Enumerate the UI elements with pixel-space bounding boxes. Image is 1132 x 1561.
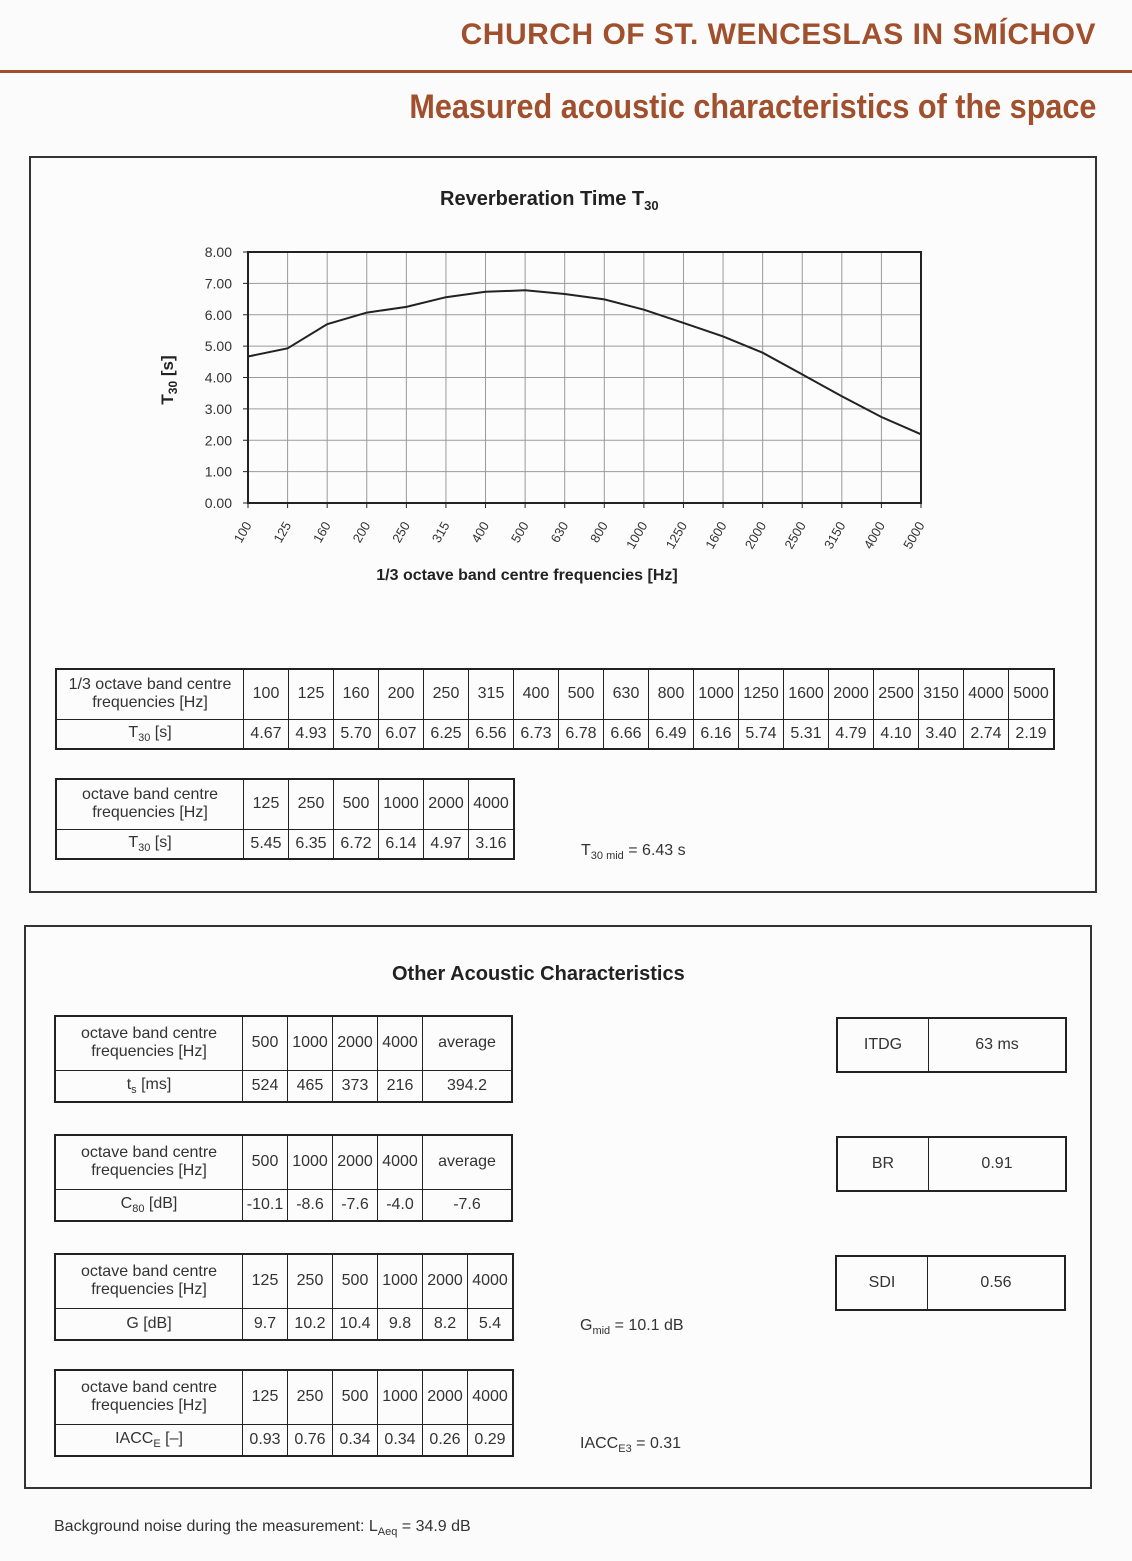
freq-cell: 125 <box>243 1370 288 1424</box>
table-header-label: 1/3 octave band centre frequencies [Hz] <box>56 669 244 719</box>
freq-cell: 630 <box>604 669 649 719</box>
row-label: $C_{80}$ [dB] <box>55 1189 243 1221</box>
freq-cell: 2000 <box>333 1135 378 1189</box>
g-table <box>54 1253 514 1341</box>
table-header-label: octave band centre frequencies [Hz] <box>56 779 244 829</box>
x-tick-label: 1250 <box>662 519 691 552</box>
page-subtitle: Measured acoustic characteristics of the space <box>408 88 1096 126</box>
value-cell: 6.73 <box>514 719 559 749</box>
other-characteristics-panel <box>24 925 1092 1489</box>
background-noise-note: Background noise during the measurement: $L_{Aeq} = 34.9$ dB <box>54 1518 471 1539</box>
value-cell: -10.1 <box>243 1189 288 1221</box>
y-tick-label: 4.00 <box>204 369 232 386</box>
freq-cell: 160 <box>334 669 379 719</box>
value-cell: 0.29 <box>468 1424 514 1456</box>
x-tick-label: 125 <box>270 519 295 546</box>
freq-cell: 3150 <box>919 669 964 719</box>
value-cell: 6.35 <box>289 829 334 859</box>
itdg-label: ITDG <box>837 1018 929 1072</box>
value-cell: 4.79 <box>829 719 874 749</box>
freq-cell: 4000 <box>378 1016 423 1070</box>
table-header-label: octave band centre frequencies [Hz] <box>55 1370 243 1424</box>
x-tick-label: 250 <box>389 519 413 546</box>
chart-grid <box>248 252 921 503</box>
value-cell: 6.78 <box>559 719 604 749</box>
freq-cell: 1000 <box>379 779 424 829</box>
freq-cell: 500 <box>243 1016 288 1070</box>
freq-cell: 500 <box>559 669 604 719</box>
x-tick-label: 630 <box>547 519 572 546</box>
value-cell: 6.66 <box>604 719 649 749</box>
value-cell: -7.6 <box>423 1189 513 1221</box>
third-octave-table <box>55 668 1055 750</box>
freq-cell: 400 <box>514 669 559 719</box>
x-tick-label: 1600 <box>702 519 730 552</box>
y-tick-label: 3.00 <box>204 400 232 417</box>
x-axis-ticks <box>231 503 928 552</box>
value-cell: 4.10 <box>874 719 919 749</box>
value-cell: 6.14 <box>379 829 424 859</box>
value-cell: 6.56 <box>469 719 514 749</box>
value-cell: 3.40 <box>919 719 964 749</box>
freq-cell: 4000 <box>378 1135 423 1189</box>
freq-cell: 2000 <box>333 1016 378 1070</box>
freq-cell: average <box>423 1016 513 1070</box>
x-tick-label: 800 <box>587 519 611 546</box>
value-cell: -4.0 <box>378 1189 423 1221</box>
itdg-value: 63 ms <box>929 1018 1067 1072</box>
x-tick-label: 5000 <box>900 519 928 552</box>
table-header-label: octave band centre frequencies [Hz] <box>55 1135 243 1189</box>
value-cell: 10.2 <box>288 1308 333 1340</box>
x-tick-label: 500 <box>507 519 532 546</box>
title-rule <box>0 70 1132 73</box>
value-cell: 3.16 <box>469 829 515 859</box>
freq-cell: 315 <box>469 669 514 719</box>
freq-cell: 100 <box>244 669 289 719</box>
value-cell: 2.74 <box>964 719 1009 749</box>
freq-cell: 125 <box>243 1254 288 1308</box>
x-tick-label: 1000 <box>623 519 651 552</box>
value-cell: 5.31 <box>784 719 829 749</box>
value-cell: 465 <box>288 1070 333 1102</box>
freq-cell: 125 <box>289 669 334 719</box>
y-tick-label: 7.00 <box>204 275 232 292</box>
table-header-label: octave band centre frequencies [Hz] <box>55 1254 243 1308</box>
freq-cell: 4000 <box>469 779 515 829</box>
value-cell: 8.2 <box>423 1308 468 1340</box>
freq-cell: 1000 <box>288 1016 333 1070</box>
value-cell: 394.2 <box>423 1070 513 1102</box>
y-tick-label: 6.00 <box>204 306 232 323</box>
x-tick-label: 200 <box>349 519 374 546</box>
freq-cell: 125 <box>244 779 289 829</box>
freq-cell: 250 <box>424 669 469 719</box>
chart-title: Reverberation Time $T_{30}$ <box>440 188 659 213</box>
freq-cell: 250 <box>289 779 334 829</box>
row-label: G [dB] <box>55 1308 243 1340</box>
value-cell: 4.93 <box>289 719 334 749</box>
value-cell: 0.76 <box>288 1424 333 1456</box>
x-tick-label: 315 <box>428 519 453 546</box>
y-tick-label: 0.00 <box>204 495 232 511</box>
y-tick-label: 1.00 <box>204 463 232 480</box>
ts-table <box>54 1015 513 1103</box>
row-label: $T_{30}$ [s] <box>56 829 244 859</box>
freq-cell: 2000 <box>423 1254 468 1308</box>
x-tick-label: 2500 <box>781 519 809 552</box>
value-cell: -7.6 <box>333 1189 378 1221</box>
freq-cell: 500 <box>333 1254 378 1308</box>
value-cell: 6.72 <box>334 829 379 859</box>
value-cell: 6.16 <box>694 719 739 749</box>
value-cell: 10.4 <box>333 1308 378 1340</box>
y-tick-label: 2.00 <box>204 432 232 449</box>
x-tick-label: 100 <box>230 519 255 546</box>
page-title: CHURCH OF ST. WENCESLAS IN SMÍCHOV <box>460 18 1096 51</box>
value-cell: 373 <box>333 1070 378 1102</box>
y-axis-ticks <box>205 244 248 511</box>
br-box <box>836 1136 1067 1192</box>
x-axis-label: 1/3 octave band centre frequencies [Hz] <box>376 567 678 584</box>
t30-mid-note: $T_{30 mid} = 6.43$ s <box>581 842 686 863</box>
value-cell: -8.6 <box>288 1189 333 1221</box>
value-cell: 4.67 <box>244 719 289 749</box>
freq-cell: 250 <box>288 1254 333 1308</box>
freq-cell: 1000 <box>378 1254 423 1308</box>
y-tick-label: 5.00 <box>204 338 232 355</box>
freq-cell: 500 <box>243 1135 288 1189</box>
value-cell: 0.34 <box>378 1424 423 1456</box>
itdg-box <box>836 1017 1067 1073</box>
reverberation-panel <box>29 156 1097 893</box>
freq-cell: 1000 <box>288 1135 333 1189</box>
iacc-e3-note: $IACC_{E3} = 0.31$ <box>580 1435 682 1456</box>
value-cell: 9.7 <box>243 1308 288 1340</box>
freq-cell: 1000 <box>694 669 739 719</box>
br-value: 0.91 <box>929 1137 1067 1191</box>
table-header-label: octave band centre frequencies [Hz] <box>55 1016 243 1070</box>
row-label: $IACC_E$ [–] <box>55 1424 243 1456</box>
freq-cell: 4000 <box>468 1370 514 1424</box>
freq-cell: 2500 <box>874 669 919 719</box>
freq-cell: 2000 <box>829 669 874 719</box>
br-label: BR <box>837 1137 929 1191</box>
value-cell: 216 <box>378 1070 423 1102</box>
octave-table <box>55 778 515 860</box>
iacc-table <box>54 1369 514 1457</box>
freq-cell: 500 <box>333 1370 378 1424</box>
section-title: Other Acoustic Characteristics <box>392 963 685 985</box>
value-cell: 2.19 <box>1009 719 1055 749</box>
value-cell: 6.07 <box>379 719 424 749</box>
sdi-value: 0.56 <box>928 1256 1066 1310</box>
freq-cell: 4000 <box>468 1254 514 1308</box>
value-cell: 0.26 <box>423 1424 468 1456</box>
value-cell: 6.49 <box>649 719 694 749</box>
row-label: $t_s$ [ms] <box>55 1070 243 1102</box>
g-mid-note: $G_{mid} = 10.1$ dB <box>580 1317 684 1338</box>
y-axis-label: $T_{30}$ [s] <box>158 355 180 405</box>
x-tick-label: 2000 <box>741 519 770 552</box>
freq-cell: 2000 <box>424 779 469 829</box>
freq-cell: 200 <box>379 669 424 719</box>
value-cell: 5.45 <box>244 829 289 859</box>
value-cell: 0.93 <box>243 1424 288 1456</box>
x-tick-label: 400 <box>468 519 493 546</box>
freq-cell: 1600 <box>784 669 829 719</box>
freq-cell: 800 <box>649 669 694 719</box>
x-tick-label: 160 <box>309 519 334 546</box>
c80-table <box>54 1134 513 1222</box>
value-cell: 0.34 <box>333 1424 378 1456</box>
row-label: $T_{30}$ [s] <box>56 719 244 749</box>
value-cell: 524 <box>243 1070 288 1102</box>
series-line <box>248 290 921 434</box>
value-cell: 5.70 <box>334 719 379 749</box>
value-cell: 5.74 <box>739 719 784 749</box>
reverberation-chart <box>31 158 1091 598</box>
freq-cell: 250 <box>288 1370 333 1424</box>
freq-cell: 1250 <box>739 669 784 719</box>
x-tick-label: 4000 <box>860 519 889 552</box>
freq-cell: 2000 <box>423 1370 468 1424</box>
value-cell: 4.97 <box>424 829 469 859</box>
sdi-box <box>835 1255 1066 1311</box>
x-tick-label: 3150 <box>820 519 849 552</box>
freq-cell: 4000 <box>964 669 1009 719</box>
value-cell: 9.8 <box>378 1308 423 1340</box>
value-cell: 5.4 <box>468 1308 514 1340</box>
freq-cell: average <box>423 1135 513 1189</box>
sdi-label: SDI <box>836 1256 928 1310</box>
value-cell: 6.25 <box>424 719 469 749</box>
freq-cell: 5000 <box>1009 669 1055 719</box>
freq-cell: 1000 <box>378 1370 423 1424</box>
freq-cell: 500 <box>334 779 379 829</box>
y-tick-label: 8.00 <box>204 244 232 260</box>
